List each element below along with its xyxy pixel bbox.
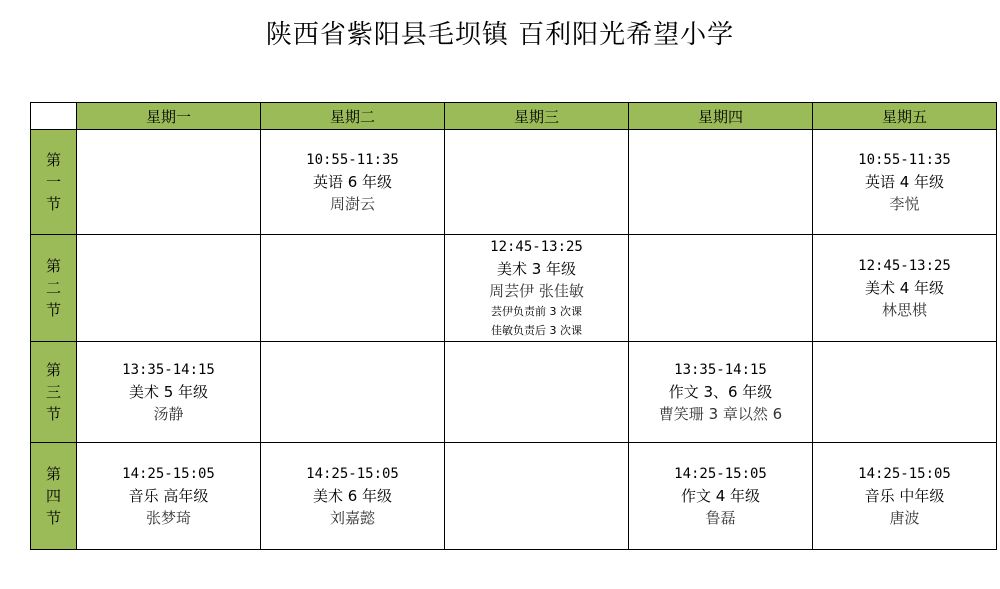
period-label-char: 一 <box>45 173 61 191</box>
class-cell-fri-1 <box>813 130 997 235</box>
class-time: 10:55-11:35 <box>858 152 951 168</box>
period-row-3 <box>31 342 997 443</box>
day-header-thu: 星期四 <box>629 103 813 130</box>
period-label-char: 节 <box>45 195 61 213</box>
class-cell-wed-4 <box>445 443 629 550</box>
period-row-4 <box>31 443 997 550</box>
class-subject: 音乐 中年级 <box>864 487 945 505</box>
class-teacher: 曹笑珊 3 章以然 6 <box>658 405 783 423</box>
class-teacher: 周澍云 <box>329 195 375 213</box>
class-cell-mon-4 <box>77 443 261 550</box>
class-time: 14:25-15:05 <box>306 466 399 482</box>
period-row-1 <box>31 130 997 235</box>
day-header-mon: 星期一 <box>77 103 261 130</box>
schedule-table <box>30 102 997 550</box>
page-title: 陕西省紫阳县毛坝镇 百利阳光希望小学 <box>265 20 735 50</box>
period-label-3 <box>31 342 77 443</box>
class-time: 13:35-14:15 <box>122 362 215 378</box>
day-header-tue: 星期二 <box>261 103 445 130</box>
class-cell-thu-2 <box>629 235 813 342</box>
class-subject: 音乐 高年级 <box>128 487 209 505</box>
class-subject: 美术 4 年级 <box>864 279 945 297</box>
class-cell-tue-3 <box>261 342 445 443</box>
period-row-2 <box>31 235 997 342</box>
period-label-char: 三 <box>45 383 61 401</box>
day-header-wed: 星期三 <box>445 103 629 130</box>
period-label-char: 四 <box>45 487 61 505</box>
class-teacher: 周芸伊 张佳敏 <box>489 282 584 300</box>
class-subject: 作文 4 年级 <box>680 487 761 505</box>
class-cell-thu-1 <box>629 130 813 235</box>
class-cell-fri-2 <box>813 235 997 342</box>
period-label-char: 节 <box>45 301 61 319</box>
class-subject: 美术 3 年级 <box>496 260 577 278</box>
class-teacher: 鲁磊 <box>705 509 736 527</box>
class-teacher: 林思棋 <box>881 301 927 319</box>
period-label-1 <box>31 130 77 235</box>
period-label-2 <box>31 235 77 342</box>
class-cell-wed-3 <box>445 342 629 443</box>
class-teacher: 刘嘉懿 <box>329 509 375 527</box>
class-time: 14:25-15:05 <box>858 466 951 482</box>
class-cell-tue-2 <box>261 235 445 342</box>
class-subject: 英语 6 年级 <box>312 173 393 191</box>
class-time: 12:45-13:25 <box>490 239 583 255</box>
period-label-char: 二 <box>45 279 61 297</box>
period-label-char: 节 <box>45 509 61 527</box>
class-cell-fri-3 <box>813 342 997 443</box>
class-teacher: 汤静 <box>153 405 184 423</box>
period-label-char: 第 <box>45 465 61 483</box>
class-subject: 美术 5 年级 <box>128 383 209 401</box>
class-subject: 美术 6 年级 <box>312 487 393 505</box>
class-cell-mon-3 <box>77 342 261 443</box>
period-label-char: 第 <box>45 361 61 379</box>
class-cell-fri-4 <box>813 443 997 550</box>
class-time: 10:55-11:35 <box>306 152 399 168</box>
class-subject: 英语 4 年级 <box>864 173 945 191</box>
class-cell-thu-4 <box>629 443 813 550</box>
class-cell-mon-2 <box>77 235 261 342</box>
class-cell-mon-1 <box>77 130 261 235</box>
class-time: 14:25-15:05 <box>122 466 215 482</box>
period-label-char: 节 <box>45 405 61 423</box>
class-note: 佳敏负责后 3 次课 <box>491 324 582 337</box>
class-cell-wed-2 <box>445 235 629 342</box>
period-label-char: 第 <box>45 151 61 169</box>
class-cell-tue-1 <box>261 130 445 235</box>
class-subject: 作文 3、6 年级 <box>668 383 773 401</box>
period-label-4 <box>31 443 77 550</box>
class-teacher: 唐波 <box>889 509 920 527</box>
class-cell-thu-3 <box>629 342 813 443</box>
header-row <box>31 103 997 130</box>
period-label-char: 第 <box>45 257 61 275</box>
class-time: 13:35-14:15 <box>674 362 767 378</box>
class-time: 14:25-15:05 <box>674 466 767 482</box>
day-header-fri: 星期五 <box>813 103 997 130</box>
class-cell-tue-4 <box>261 443 445 550</box>
class-teacher: 李悦 <box>889 195 920 213</box>
class-time: 12:45-13:25 <box>858 258 951 274</box>
class-note: 芸伊负责前 3 次课 <box>491 305 582 318</box>
class-cell-wed-1 <box>445 130 629 235</box>
class-teacher: 张梦琦 <box>145 509 191 527</box>
corner-cell <box>31 103 77 130</box>
